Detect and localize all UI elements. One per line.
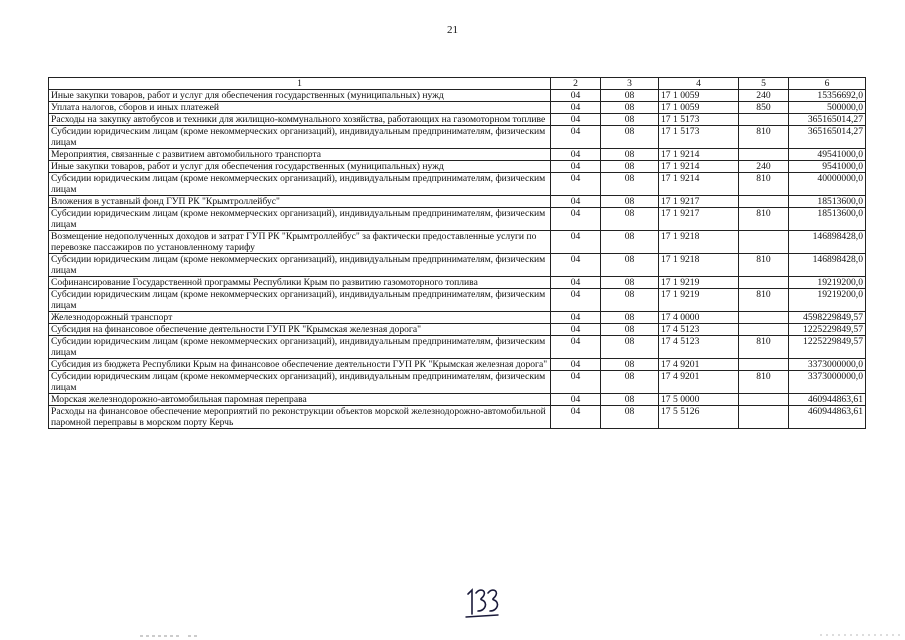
- row-col4-cell: 17 1 5173: [659, 114, 739, 126]
- handwritten-page-number: [462, 584, 502, 622]
- row-amount-cell: 146898428,0: [789, 254, 866, 277]
- row-col3-cell: 08: [601, 173, 659, 196]
- row-col2-cell: 04: [551, 102, 601, 114]
- row-col5-cell: 810: [739, 371, 789, 394]
- table-row: [49, 208, 866, 231]
- row-col4-cell: 17 4 5123: [659, 336, 739, 359]
- row-col2-cell: 04: [551, 90, 601, 102]
- row-col5-cell: 240: [739, 90, 789, 102]
- table-row: [49, 114, 866, 126]
- row-col5-cell: 810: [739, 126, 789, 149]
- row-col4-cell: 17 1 0059: [659, 90, 739, 102]
- row-col5-cell: [739, 394, 789, 406]
- row-col3-cell: 08: [601, 126, 659, 149]
- row-col4-cell: 17 1 9214: [659, 161, 739, 173]
- row-col3-cell: 08: [601, 114, 659, 126]
- row-col5-cell: 810: [739, 289, 789, 312]
- row-col4-cell: 17 1 9217: [659, 196, 739, 208]
- row-name-cell: Вложения в уставный фонд ГУП РК "Крымтроллейбус": [49, 196, 551, 208]
- row-name-cell: Субсидии юридическим лицам (кроме некоммерческих организаций), индивидуальным предпринимателям, физическим лицам: [49, 289, 551, 312]
- table-row: [49, 102, 866, 114]
- row-col5-cell: 810: [739, 173, 789, 196]
- row-name-cell: Субсидии юридическим лицам (кроме некоммерческих организаций), индивидуальным предпринимателям, физическим лицам: [49, 254, 551, 277]
- row-name-cell: Расходы на финансовое обеспечение мероприятий по реконструкции объектов морской железнодорожно-автомобильной паромной переправы в морском порту Керчь: [49, 406, 551, 429]
- row-col4-cell: 17 1 9218: [659, 231, 739, 254]
- row-name-cell: Расходы на закупку автобусов и техники для жилищно-коммунального хозяйства, работающих на газомоторном топливе: [49, 114, 551, 126]
- row-name-cell: Субсидии юридическим лицам (кроме некоммерческих организаций), индивидуальным предпринимателям, физическим лицам: [49, 126, 551, 149]
- table-row: [49, 231, 866, 254]
- row-col5-cell: 850: [739, 102, 789, 114]
- row-col4-cell: 17 1 9219: [659, 289, 739, 312]
- row-amount-cell: 365165014,27: [789, 114, 866, 126]
- table-row: [49, 394, 866, 406]
- row-col3-cell: 08: [601, 161, 659, 173]
- row-col4-cell: 17 4 0000: [659, 312, 739, 324]
- row-col2-cell: 04: [551, 161, 601, 173]
- table-row: [49, 173, 866, 196]
- row-col3-cell: 08: [601, 102, 659, 114]
- table-row: [49, 371, 866, 394]
- row-col4-cell: 17 1 9214: [659, 173, 739, 196]
- row-amount-cell: 146898428,0: [789, 231, 866, 254]
- row-col4-cell: 17 1 5173: [659, 126, 739, 149]
- header-col-5: 5: [739, 78, 789, 90]
- row-name-cell: Иные закупки товаров, работ и услуг для обеспечения государственных (муниципальных) нужд: [49, 90, 551, 102]
- row-amount-cell: 4598229849,57: [789, 312, 866, 324]
- row-name-cell: Субсидия из бюджета Республики Крым на финансовое обеспечение деятельности ГУП РК "Крымская железная дорога": [49, 359, 551, 371]
- row-col2-cell: 04: [551, 114, 601, 126]
- table-body: [49, 90, 866, 429]
- row-name-cell: Субсидии юридическим лицам (кроме некоммерческих организаций), индивидуальным предпринимателям, физическим лицам: [49, 336, 551, 359]
- row-amount-cell: 3373000000,0: [789, 359, 866, 371]
- row-col5-cell: [739, 406, 789, 429]
- row-name-cell: Иные закупки товаров, работ и услуг для обеспечения государственных (муниципальных) нужд: [49, 161, 551, 173]
- table-row: [49, 126, 866, 149]
- row-col2-cell: 04: [551, 394, 601, 406]
- row-col3-cell: 08: [601, 312, 659, 324]
- row-col5-cell: 810: [739, 254, 789, 277]
- row-col2-cell: 04: [551, 196, 601, 208]
- row-name-cell: Морская железнодорожно-автомобильная паромная переправа: [49, 394, 551, 406]
- row-col4-cell: 17 1 9219: [659, 277, 739, 289]
- row-amount-cell: 365165014,27: [789, 126, 866, 149]
- row-col2-cell: 04: [551, 277, 601, 289]
- row-col5-cell: 240: [739, 161, 789, 173]
- row-col5-cell: [739, 196, 789, 208]
- row-name-cell: Возмещение недополученных доходов и затрат ГУП РК "Крымтроллейбус" за фактически предоставленные услуги по перевозке пассажиров по установленному тарифу: [49, 231, 551, 254]
- row-col4-cell: 17 1 9218: [659, 254, 739, 277]
- table-row: [49, 359, 866, 371]
- row-name-cell: Железнодорожный транспорт: [49, 312, 551, 324]
- row-col3-cell: 08: [601, 359, 659, 371]
- table-row: [49, 196, 866, 208]
- row-amount-cell: 40000000,0: [789, 173, 866, 196]
- table-header-row: [49, 78, 866, 90]
- row-amount-cell: 19219200,0: [789, 289, 866, 312]
- row-col5-cell: [739, 312, 789, 324]
- row-col4-cell: 17 4 9201: [659, 371, 739, 394]
- row-col3-cell: 08: [601, 394, 659, 406]
- row-amount-cell: 15356692,0: [789, 90, 866, 102]
- row-amount-cell: 49541000,0: [789, 149, 866, 161]
- table-row: [49, 312, 866, 324]
- row-name-cell: Мероприятия, связанные с развитием автомобильного транспорта: [49, 149, 551, 161]
- row-col2-cell: 04: [551, 406, 601, 429]
- row-amount-cell: 9541000,0: [789, 161, 866, 173]
- row-amount-cell: 460944863,61: [789, 394, 866, 406]
- row-col4-cell: 17 5 0000: [659, 394, 739, 406]
- row-col2-cell: 04: [551, 173, 601, 196]
- row-amount-cell: 18513600,0: [789, 208, 866, 231]
- row-col5-cell: 810: [739, 208, 789, 231]
- row-name-cell: Уплата налогов, сборов и иных платежей: [49, 102, 551, 114]
- header-col-3: 3: [601, 78, 659, 90]
- row-col3-cell: 08: [601, 90, 659, 102]
- row-amount-cell: 500000,0: [789, 102, 866, 114]
- row-col5-cell: 810: [739, 336, 789, 359]
- budget-table: [48, 77, 866, 429]
- row-name-cell: Субсидия на финансовое обеспечение деятельности ГУП РК "Крымская железная дорога": [49, 324, 551, 336]
- row-amount-cell: 19219200,0: [789, 277, 866, 289]
- row-name-cell: Субсидии юридическим лицам (кроме некоммерческих организаций), индивидуальным предпринимателям, физическим лицам: [49, 208, 551, 231]
- row-col3-cell: 08: [601, 208, 659, 231]
- row-name-cell: Субсидии юридическим лицам (кроме некоммерческих организаций), индивидуальным предпринимателям, физическим лицам: [49, 173, 551, 196]
- row-col3-cell: 08: [601, 196, 659, 208]
- header-col-6: 6: [789, 78, 866, 90]
- row-col2-cell: 04: [551, 149, 601, 161]
- row-col3-cell: 08: [601, 254, 659, 277]
- row-col4-cell: 17 5 5126: [659, 406, 739, 429]
- row-col4-cell: 17 4 9201: [659, 359, 739, 371]
- table-row: [49, 161, 866, 173]
- row-col3-cell: 08: [601, 371, 659, 394]
- row-col2-cell: 04: [551, 359, 601, 371]
- row-col5-cell: [739, 277, 789, 289]
- page-number: 21: [447, 24, 458, 36]
- table-row: [49, 406, 866, 429]
- table-row: [49, 149, 866, 161]
- header-col-2: 2: [551, 78, 601, 90]
- row-col3-cell: 08: [601, 406, 659, 429]
- row-col2-cell: 04: [551, 254, 601, 277]
- table-row: [49, 277, 866, 289]
- table-row: [49, 90, 866, 102]
- scan-artifacts: [0, 632, 905, 640]
- row-col3-cell: 08: [601, 149, 659, 161]
- row-amount-cell: 460944863,61: [789, 406, 866, 429]
- table-row: [49, 324, 866, 336]
- table-row: [49, 254, 866, 277]
- row-col5-cell: [739, 114, 789, 126]
- row-col3-cell: 08: [601, 324, 659, 336]
- row-col2-cell: 04: [551, 208, 601, 231]
- row-col2-cell: 04: [551, 126, 601, 149]
- row-col4-cell: 17 1 9214: [659, 149, 739, 161]
- header-col-4: 4: [659, 78, 739, 90]
- row-col3-cell: 08: [601, 289, 659, 312]
- row-amount-cell: 18513600,0: [789, 196, 866, 208]
- header-col-1: 1: [49, 78, 551, 90]
- row-col3-cell: 08: [601, 277, 659, 289]
- row-name-cell: Софинансирование Государственной программы Республики Крым по развитию газомоторного топлива: [49, 277, 551, 289]
- row-col2-cell: 04: [551, 371, 601, 394]
- row-col3-cell: 08: [601, 231, 659, 254]
- row-amount-cell: 3373000000,0: [789, 371, 866, 394]
- row-col4-cell: 17 1 9217: [659, 208, 739, 231]
- row-col5-cell: [739, 324, 789, 336]
- row-col4-cell: 17 4 5123: [659, 324, 739, 336]
- row-col3-cell: 08: [601, 336, 659, 359]
- row-col2-cell: 04: [551, 312, 601, 324]
- row-col2-cell: 04: [551, 336, 601, 359]
- row-name-cell: Субсидии юридическим лицам (кроме некоммерческих организаций), индивидуальным предпринимателям, физическим лицам: [49, 371, 551, 394]
- row-col2-cell: 04: [551, 324, 601, 336]
- row-amount-cell: 1225229849,57: [789, 324, 866, 336]
- row-col5-cell: [739, 359, 789, 371]
- table-row: [49, 336, 866, 359]
- row-col2-cell: 04: [551, 231, 601, 254]
- row-col4-cell: 17 1 0059: [659, 102, 739, 114]
- row-col5-cell: [739, 231, 789, 254]
- row-amount-cell: 1225229849,57: [789, 336, 866, 359]
- table-row: [49, 289, 866, 312]
- row-col2-cell: 04: [551, 289, 601, 312]
- row-col5-cell: [739, 149, 789, 161]
